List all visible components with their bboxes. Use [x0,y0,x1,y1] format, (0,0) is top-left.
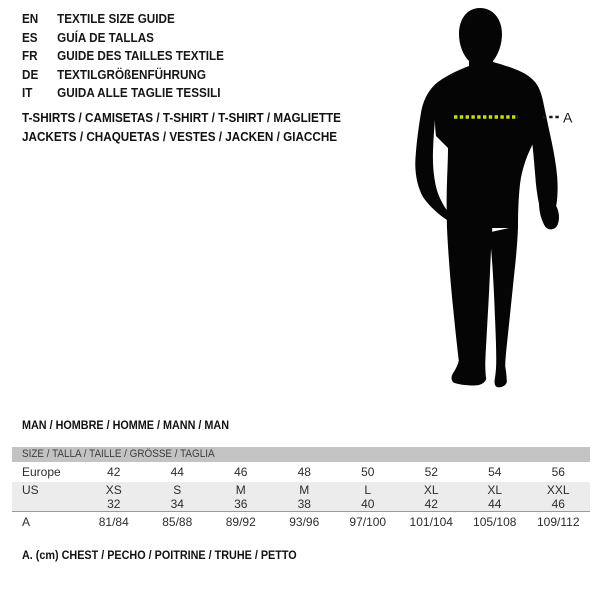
table-cell: 101/104 [400,512,464,533]
table-cell: 34 [146,497,210,512]
table-cell: XL [400,482,464,497]
size-table-grid [12,462,590,532]
table-row-label: A [12,512,82,533]
size-table-header-text: SIZE / TALLA / TAILLE / GRÖSSE / TAGLIA [22,448,215,460]
size-table-rows [12,462,590,532]
table-cell: 50 [361,465,375,479]
language-code: EN [22,11,39,26]
language-code: FR [22,48,38,63]
silhouette-right-arm [529,79,559,229]
size-table [12,447,590,532]
table-cell: XS [82,482,146,497]
table-cell: 42 [107,465,121,479]
section-title-man [22,418,252,432]
table-row [12,497,590,512]
table-cell: XL [463,482,527,497]
category-line: T-SHIRTS / CAMISETAS / T-SHIRT / T-SHIRT / MAGLIETTE [22,110,341,125]
table-cell: 97/100 [336,512,400,533]
table-cell: 40 [336,497,400,512]
table-cell: 38 [273,497,337,512]
measurement-footnote [22,548,327,562]
table-cell: M [273,482,337,497]
language-label: GUIDA ALLE TAGLIE TESSILI [57,85,221,100]
silhouette-torso [435,62,542,228]
table-row-label: Europe [22,465,61,479]
table-cell: XXL [527,482,591,497]
table-cell: 81/84 [82,512,146,533]
silhouette-head [459,8,502,70]
silhouette-back-leg [491,226,518,387]
table-cell: 85/88 [146,512,210,533]
silhouette-front-leg [447,215,493,386]
measure-label-a: A [563,109,573,126]
language-row [22,29,224,48]
table-cell: 44 [463,497,527,512]
table-cell: 89/92 [209,512,273,533]
man-silhouette [390,0,600,395]
table-cell: 48 [297,465,311,479]
section-title-text: MAN / HOMBRE / HOMME / MANN / MAN [22,418,229,432]
language-list [22,10,224,103]
measurement-footnote-text: A. (cm) CHEST / PECHO / POITRINE / TRUHE / PETTO [22,548,297,562]
table-cell: 52 [424,465,438,479]
table-row [12,462,590,482]
table-cell: 93/96 [273,512,337,533]
table-cell: 42 [400,497,464,512]
table-cell: L [336,482,400,497]
language-code: ES [22,29,38,45]
table-cell: 44 [170,465,184,479]
table-cell: S [146,482,210,497]
language-label: TEXTILGRÖßENFÜHRUNG [57,66,206,82]
table-cell: 56 [551,465,565,479]
language-row [22,66,224,85]
table-cell: 54 [488,465,502,479]
table-cell: 46 [234,465,248,479]
language-label: GUIDE DES TAILLES TEXTILE [57,48,224,63]
table-row-label [12,497,82,512]
language-code: DE [22,66,39,82]
table-row [12,512,590,533]
table-cell: M [209,482,273,497]
table-cell: 46 [527,497,591,512]
table-cell: 109/112 [527,512,591,533]
table-cell: 32 [82,497,146,512]
language-code: IT [22,85,33,100]
language-label: GUÍA DE TALLAS [57,29,154,45]
size-figure [390,0,600,395]
size-table-header [12,447,590,462]
table-cell: 36 [209,497,273,512]
table-row-label: US [12,482,82,497]
language-row [22,10,224,29]
language-label: TEXTILE SIZE GUIDE [57,11,175,26]
table-row [12,482,590,497]
category-line: JACKETS / CHAQUETAS / VESTES / JACKEN / GIACCHE [22,129,338,144]
language-row [22,47,224,66]
language-row [22,84,224,103]
table-cell: 105/108 [463,512,527,533]
category-list [22,108,341,146]
man-silhouette-body [415,8,559,387]
